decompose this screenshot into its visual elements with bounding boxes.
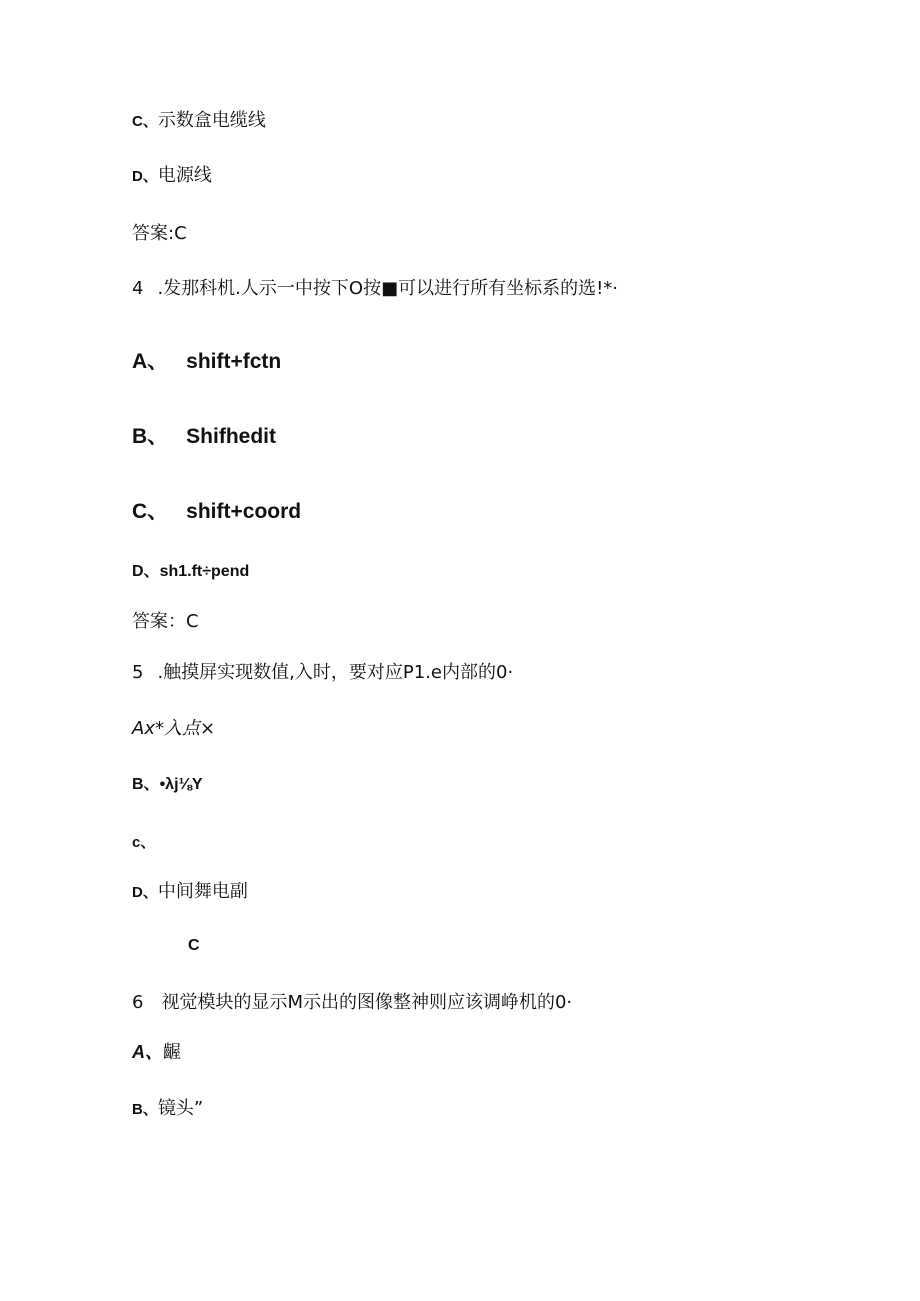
option-d-line xyxy=(132,167,212,185)
option-label: A、 xyxy=(132,350,169,373)
option-label: C、 xyxy=(132,500,169,523)
option-label: A、 xyxy=(132,1042,163,1062)
option-c-line xyxy=(132,112,266,130)
question-number: 4 xyxy=(132,278,144,299)
option-label: D、 xyxy=(132,168,158,185)
question-4 xyxy=(132,280,618,298)
option-text: 齷 xyxy=(163,1042,181,1063)
option-label: c、 xyxy=(132,834,156,851)
option-a-line xyxy=(132,720,215,738)
option-text: shift+coord xyxy=(186,500,302,523)
answer-text: 答案：C xyxy=(132,611,199,632)
question-text: .发那科机.人示一中按下O按■可以进行所有坐标系的选!*· xyxy=(157,278,619,299)
option-a-line xyxy=(132,1043,181,1062)
question-text: .触摸屏实现数值,入时，要对应P1.e内部的0· xyxy=(157,662,514,683)
option-d-line xyxy=(132,564,249,580)
option-text: sh1.ft÷pend xyxy=(159,563,250,580)
answer-text: C xyxy=(188,937,200,954)
option-text: shift+fctn xyxy=(186,350,282,373)
option-text: Ax*入点× xyxy=(132,718,216,739)
answer-line xyxy=(188,938,200,954)
question-number: 5 xyxy=(132,662,144,683)
option-label: C、 xyxy=(132,113,158,130)
question-text: 视觉模块的显示M示出的图像整神则应该调峥机的0· xyxy=(161,992,573,1013)
answer-text: 答案:C xyxy=(132,223,187,244)
answer-line xyxy=(132,225,187,243)
option-b-line xyxy=(132,1100,203,1118)
option-text: 中间舞电副 xyxy=(157,881,248,902)
question-5 xyxy=(132,664,513,682)
option-c-line xyxy=(132,501,301,522)
option-text: 镜头” xyxy=(157,1098,204,1119)
option-text: 电源线 xyxy=(157,165,212,186)
option-label: B、 xyxy=(132,1101,158,1118)
option-label: B、 xyxy=(132,425,169,448)
option-a-line xyxy=(132,351,281,372)
option-label: D、 xyxy=(132,563,160,580)
option-b-line xyxy=(132,426,276,447)
option-text: •λj⅛Y xyxy=(159,776,203,793)
option-label: B、 xyxy=(132,776,160,793)
answer-line xyxy=(132,613,199,631)
question-number: 6 xyxy=(132,992,144,1013)
option-text: 示数盒电缆线 xyxy=(157,110,266,131)
option-b-line xyxy=(132,777,203,793)
option-d-line xyxy=(132,883,248,901)
question-6 xyxy=(132,994,572,1012)
option-label: D、 xyxy=(132,884,158,901)
option-c-line xyxy=(132,835,155,850)
option-text: Shifhedit xyxy=(186,425,276,448)
